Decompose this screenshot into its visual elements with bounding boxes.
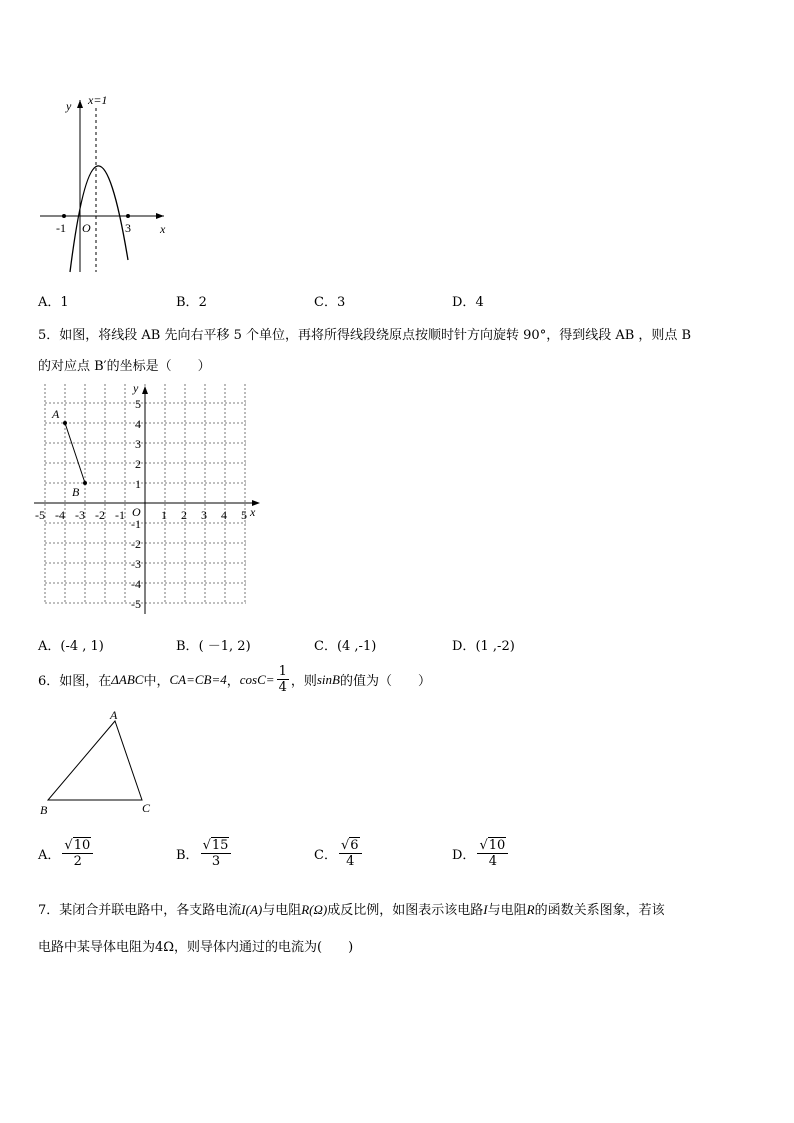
y-tick-label: 4 [135, 417, 141, 431]
point-b [83, 481, 87, 485]
y-tick-label: 1 [135, 477, 141, 491]
q5-line-2: 的对应点 B′的坐标是（ ） [38, 359, 211, 374]
q4-option-a: A．1 [38, 295, 69, 310]
q6-option-c: C． $\frac{√6}{4}$ [314, 838, 364, 869]
q4-right-root-label: 3 [125, 221, 131, 235]
point-b-label: B [72, 485, 80, 499]
y-tick-label: 5 [135, 397, 141, 411]
q4-origin-label: O [82, 221, 91, 235]
x-tick-label: -2 [95, 508, 105, 522]
point-a-label: A [52, 407, 60, 421]
vertex-a-label: A [110, 708, 118, 722]
q7-line-1: 7．某闭合并联电路中，各支路电流I(A)与电阻R(Ω)成反比例，如图表示该电路I与电阻R的函数关系图象，若该 [38, 902, 665, 918]
x-tick-label: -5 [35, 508, 45, 522]
q5-y-axis-arrow [142, 386, 148, 394]
y-tick-label: -2 [131, 537, 141, 551]
x-tick-label: -1 [115, 508, 125, 522]
q4-axis-line-label: x=1 [88, 93, 108, 107]
right-root-point [126, 214, 130, 218]
q6-option-d: D． $\frac{√10}{4}$ [452, 838, 510, 869]
x-tick-label: 2 [181, 508, 187, 522]
x-axis-arrow [156, 213, 164, 219]
left-root-point [62, 214, 66, 218]
y-tick-label: 2 [135, 457, 141, 471]
parabola-curve [70, 166, 128, 272]
q6-cos-fraction: $\frac{1}{4}$ [278, 664, 287, 695]
point-a [63, 421, 67, 425]
q4-left-root-label: -1 [56, 221, 66, 235]
q5-option-c: C．(4 ,-1) [314, 639, 377, 654]
q5-x-label: x [250, 505, 256, 519]
x-tick-label: -4 [55, 508, 65, 522]
q5-option-d: D．(1 ,-2) [452, 639, 515, 654]
vertex-c-label: C [142, 801, 151, 815]
q4-option-b: B．2 [176, 295, 207, 310]
q4-x-label: x [160, 222, 166, 236]
y-axis-arrow [77, 100, 83, 108]
q6-question: 6．如图，在 ΔABC 中， CA=CB=4 ， cosC= $\frac{1}{4}$ ，则 sinB 的值为（ ） [38, 664, 431, 695]
x-tick-label: 1 [161, 508, 167, 522]
q6-option-a: A． $\frac{√10}{2}$ [38, 838, 95, 869]
y-tick-label: 3 [135, 437, 141, 451]
q5-option-a: A．(-4 , 1) [38, 639, 104, 654]
y-tick-label: -4 [131, 577, 141, 591]
q5-origin-label: O [132, 505, 141, 519]
vertex-b-label: B [40, 803, 48, 817]
y-tick-label: -5 [131, 597, 141, 611]
q6-option-b: B． $\frac{√15}{3}$ [176, 838, 233, 869]
y-tick-label: -3 [131, 557, 141, 571]
q5-coordinate-grid [34, 382, 266, 618]
x-tick-label: 3 [201, 508, 207, 522]
y-tick-label: -1 [131, 517, 141, 531]
q5-option-b: B．( －1, 2) [176, 639, 251, 654]
x-tick-label: 4 [221, 508, 227, 522]
q5-line-1: 5．如图，将线段 AB 先向右平移 5 个单位，再将所得线段绕原点按顺时针方向旋转 90°，得到线段 AB ，则点 B [38, 328, 692, 343]
q5-y-label: y [133, 382, 139, 395]
x-tick-label: -3 [75, 508, 85, 522]
q4-y-label: y [66, 99, 72, 113]
segment-ab [65, 423, 85, 483]
triangle-abc [48, 721, 142, 800]
q4-option-d: D．4 [452, 295, 484, 310]
x-tick-label: 5 [241, 508, 247, 522]
q6-triangle-figure [36, 706, 166, 818]
q4-option-c: C．3 [314, 295, 346, 310]
q4-parabola-graph [36, 88, 176, 278]
q7-line-2: 电路中某导体电阻为4Ω，则导体内通过的电流为( ) [38, 940, 354, 955]
